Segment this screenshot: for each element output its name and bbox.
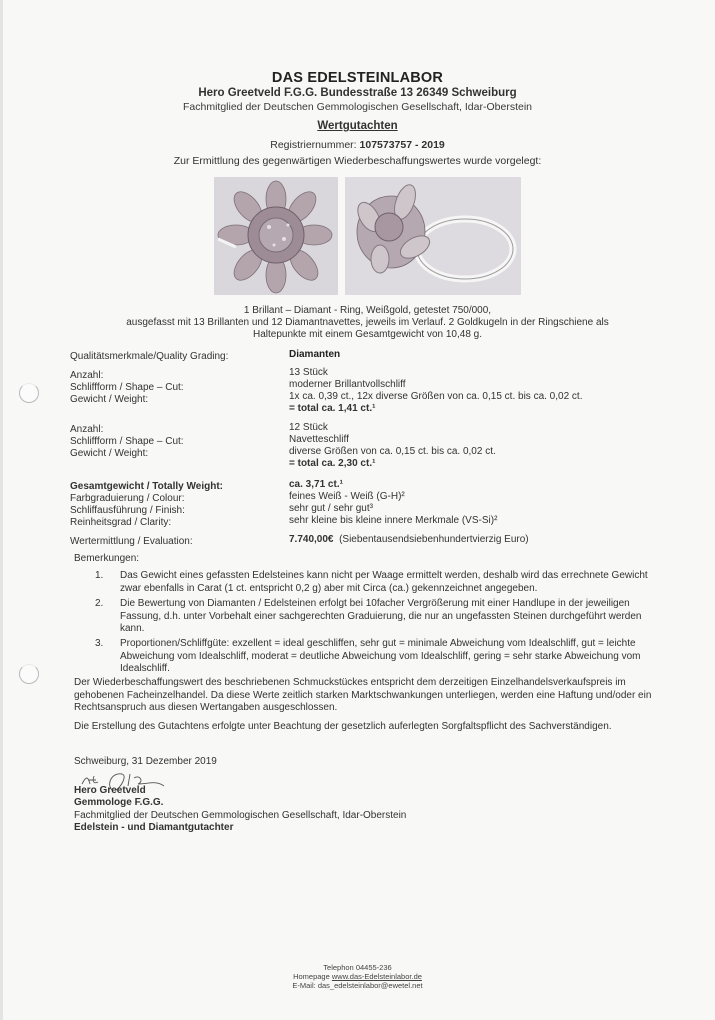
signer-role: Edelstein - und Diamantgutachter — [74, 822, 234, 833]
g1-count-value: 13 Stück — [289, 367, 328, 378]
g1-weight-value: 1x ca. 0,39 ct., 12x diverse Größen von ca. 0,15 ct. bis ca. 0,02 ct. — [289, 391, 583, 402]
evaluation-value — [289, 534, 529, 546]
ring-top-view-photo — [214, 177, 338, 295]
g2-weight-label: Gewicht / Weight: — [70, 448, 149, 459]
remark-number: 1. — [95, 570, 104, 581]
colour-label: Farbgraduierung / Colour: — [70, 493, 185, 504]
remark-number: 2. — [95, 598, 104, 609]
description-line: ausgefasst mit 13 Brillanten und 12 Diamantnavettes, jeweils im Verlauf. 2 Goldkugeln in der Ringschiene als — [126, 317, 609, 328]
scan-edge — [0, 0, 3, 1020]
clarity-label: Reinheitsgrad / Clarity: — [70, 517, 172, 528]
g2-count-value: 12 Stück — [289, 422, 328, 433]
grading-label: Qualitätsmerkmale/Quality Grading: — [70, 351, 229, 362]
g2-shape-label: Schliffform / Shape – Cut: — [70, 436, 184, 447]
signer-membership: Fachmitglied der Deutschen Gemmologischen Gesellschaft, Idar-Oberstein — [74, 809, 407, 821]
replacement-value-paragraph: Der Wiederbeschaffungswert des beschriebenen Schmuckstückes entspricht dem derzeitigen Einzelhandelsverkaufspreis im gehobenen Facheinzelhandel. Da diese Werte zeitlich starken Marktschwankungen unterliegen, werden eine Haftung und/oder ein Rechtsanspruch aus diesen Wertangaben ausgeschlossen. — [74, 677, 652, 713]
description-line: Haltepunkte mit einem Gesamtgewicht von 10,48 g. — [252, 329, 482, 340]
email-link[interactable]: das_edelsteinlabor@ewetel.net — [317, 981, 423, 990]
g1-count-label: Anzahl: — [70, 370, 104, 381]
footer-email: E-Mail: das_edelsteinlabor@ewetel.net — [292, 981, 423, 990]
homepage-label: Homepage — [293, 972, 330, 981]
g1-shape-label: Schliffform / Shape – Cut: — [70, 382, 184, 393]
phone-value: 04455-236 — [355, 963, 392, 972]
remark-item — [95, 598, 650, 636]
description-line: 1 Brillant – Diamant - Ring, Weißgold, getestet 750/000, — [243, 305, 492, 316]
evaluation-amount: 7.740,00€ — [289, 534, 334, 545]
item-description — [90, 305, 645, 341]
g2-weight-value: diverse Größen von ca. 0,15 ct. bis ca. 0,02 ct. — [289, 446, 496, 457]
registration-number: 107573757 - 2019 — [359, 139, 445, 151]
g2-weight-total: = total ca. 2,30 ct.¹ — [289, 458, 376, 469]
phone-label: Telephon — [323, 963, 354, 972]
g1-shape-value: moderner Brillantvollschliff — [289, 379, 406, 390]
remark-text: Die Bewertung von Diamanten / Edelsteinen erfolgt bei 10facher Vergrößerung mit einer Handlupe in der jeweiligen Fassung, d.h. unter Vorbehalt einer sachgerechten Graduierung, die nur an ungefassten Steinen durchgeführt werden kann. — [120, 598, 642, 634]
lab-membership: Fachmitglied der Deutschen Gemmologischen Gesellschaft, Idar-Oberstein — [183, 101, 532, 113]
remark-text: Das Gewicht eines gefassten Edelsteines kann nicht per Waage ermittelt werden, deshalb wird das errechnete Gewicht zwar ebenfalls in Carat (1 ct. entspricht 0,2 g) aber mit Circa (ca.) gekennzeichnet angegeben. — [120, 570, 648, 594]
signature-block — [74, 756, 406, 835]
place-date: Schweiburg, 31 Dezember 2019 — [74, 756, 217, 767]
homepage-link[interactable]: www.das-Edelsteinlabor.de — [331, 972, 422, 981]
lab-title: DAS EDELSTEINLABOR — [271, 70, 444, 86]
g2-shape-value: Navetteschliff — [289, 434, 349, 445]
remarks-title: Bemerkungen: — [74, 553, 140, 564]
remark-item — [95, 638, 650, 676]
ring-side-view-photo — [345, 177, 521, 295]
signer-title: Gemmologe F.G.G. — [74, 797, 164, 808]
intro-text: Zur Ermittlung des gegenwärtigen Wiederbeschaffungswertes wurde vorgelegt: — [173, 155, 542, 167]
finish-value: sehr gut / sehr gut³ — [289, 503, 373, 514]
signer-name: Hero Greetveld — [74, 784, 146, 796]
g2-count-label: Anzahl: — [70, 424, 104, 435]
remark-text: Proportionen/Schliffgüte: exzellent = ideal geschliffen, sehr gut = minimale Abweichung vom Idealschliff, gut = leichte Abweichung vom Idealschliff, moderat = deutliche Abweichung vom Idealschliff, gering = sehr starke Abweichung vom Idealschliff. — [120, 638, 641, 674]
colour-value: feines Weiß - Weiß (G-H)² — [289, 491, 405, 502]
remark-number: 3. — [95, 638, 104, 649]
g1-weight-total: = total ca. 1,41 ct.¹ — [289, 403, 376, 414]
clarity-value: sehr kleine bis kleine innere Merkmale (VS-Si)² — [289, 515, 498, 526]
total-weight-value: ca. 3,71 ct.¹ — [289, 479, 343, 490]
registration-label: Registriernummer: — [270, 139, 357, 151]
g1-weight-label: Gewicht / Weight: — [70, 394, 149, 405]
email-label: E-Mail — [292, 981, 314, 990]
total-weight-label: Gesamtgewicht / Totally Weight: — [70, 481, 223, 492]
binder-hole-icon — [19, 664, 39, 684]
grading-value: Diamanten — [289, 349, 341, 360]
finish-label: Schliffausführung / Finish: — [70, 505, 185, 516]
evaluation-label: Wertermittlung / Evaluation: — [70, 536, 193, 547]
binder-hole-icon — [19, 383, 39, 403]
lab-address: Hero Greetveld F.G.G. Bundesstraße 13 26349 Schweiburg — [198, 87, 517, 99]
diligence-paragraph: Die Erstellung des Gutachtens erfolgte unter Beachtung der gesetzlich auferlegten Sorgfaltspflicht des Sachverständigen. — [74, 721, 612, 732]
evaluation-words: (Siebentausendsiebenhundertvierzig Euro) — [339, 534, 529, 545]
remark-item — [95, 570, 650, 595]
registration-line — [0, 139, 715, 151]
document-type: Wertgutachten — [317, 120, 398, 132]
